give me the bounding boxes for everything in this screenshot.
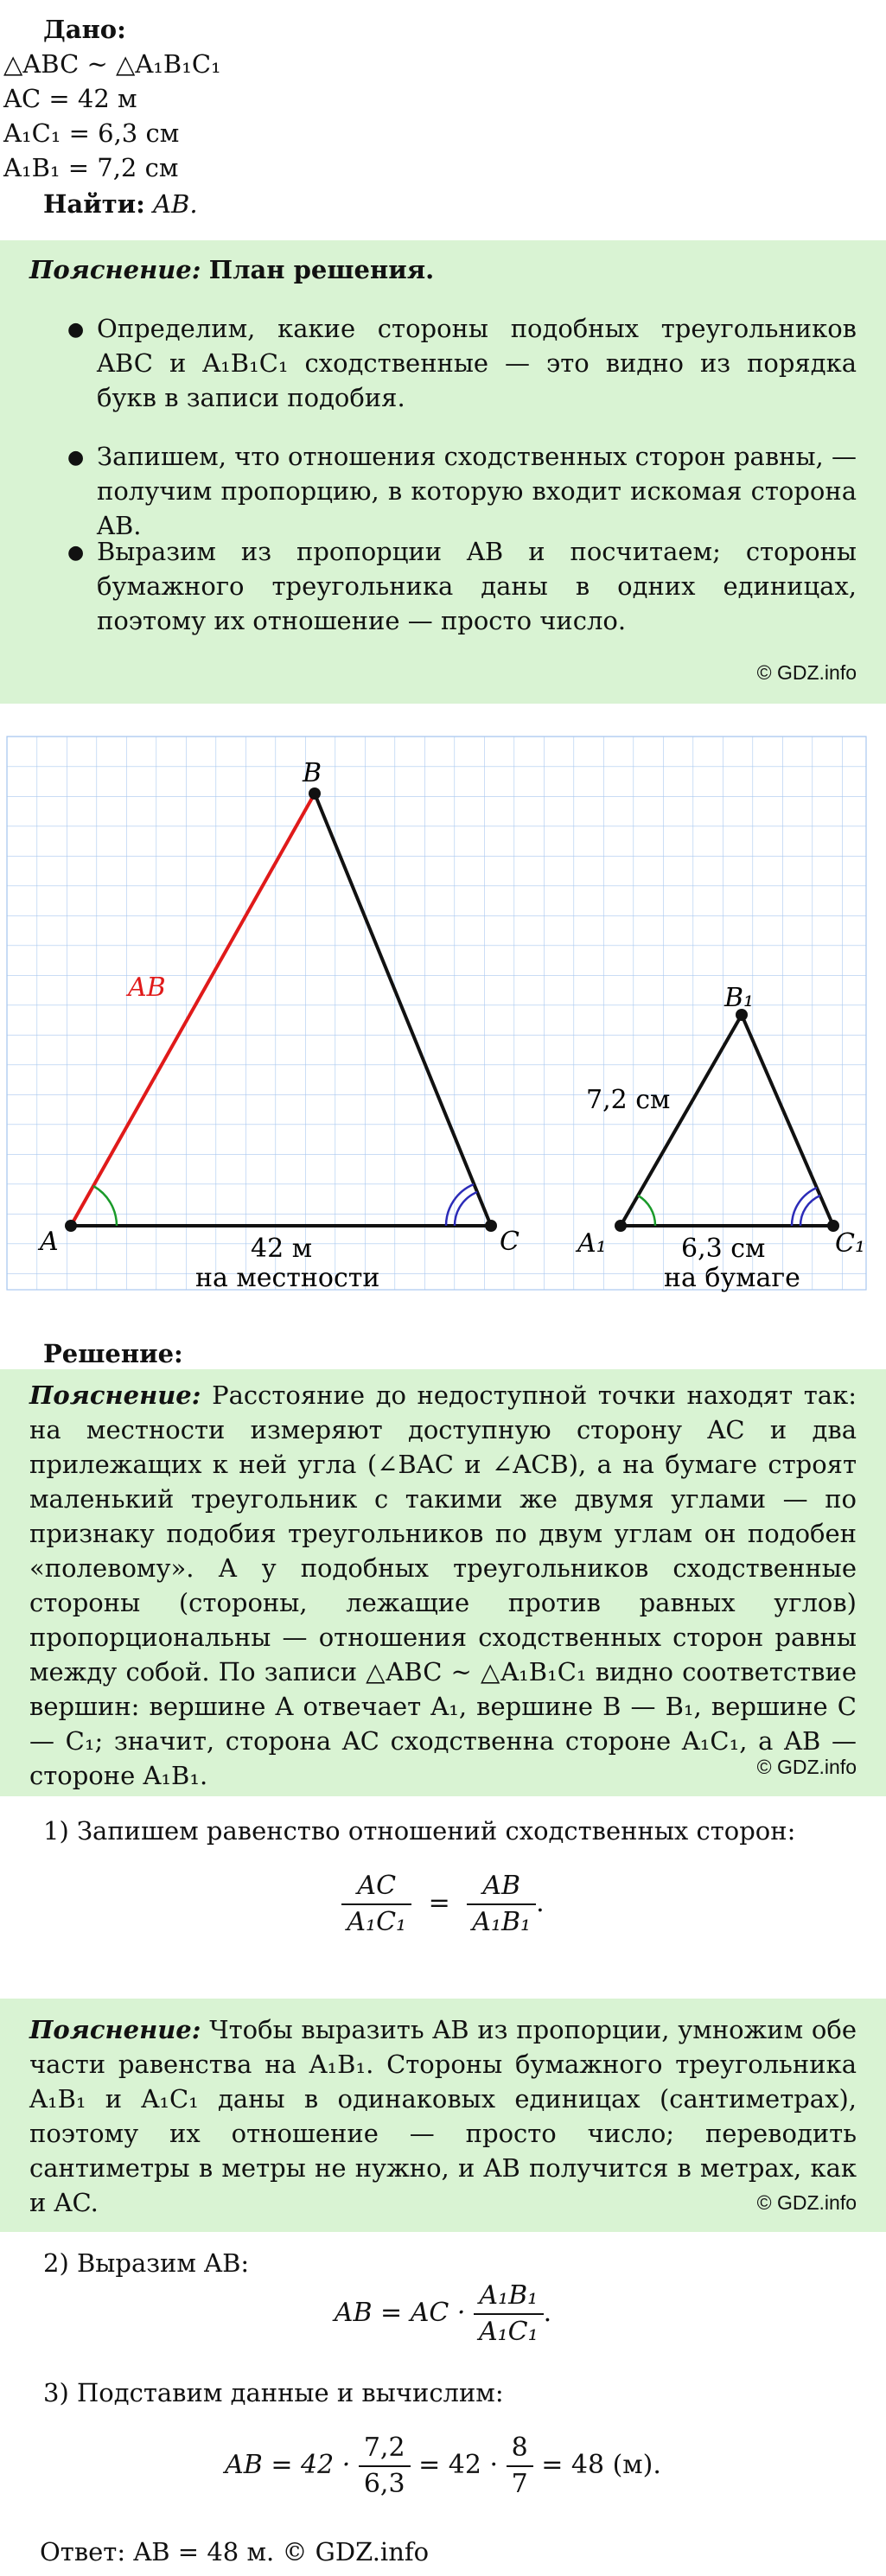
eq1-end: .	[536, 1888, 545, 1918]
plan-copyright: © GDZ.info	[756, 661, 857, 684]
step-2: 2) Выразим AB:	[43, 2248, 250, 2278]
eq3-num-1: 7,2	[363, 2433, 405, 2463]
small-label-a: A₁	[577, 1228, 607, 1259]
small-label-c: C₁	[835, 1228, 865, 1259]
step-3: 3) Подставим данные и вычислим:	[43, 2378, 504, 2407]
eq3-frac-1	[359, 2431, 411, 2502]
eq1-num-left: AC	[357, 1871, 397, 1901]
explanation-box-2	[0, 1999, 886, 2232]
plan-header	[29, 252, 434, 287]
big-side-ac-label: 42 м	[251, 1234, 313, 1264]
solution-title: Решение:	[43, 1339, 183, 1368]
explanation-2-label: Пояснение:	[29, 2015, 201, 2044]
plan-title: План решения.	[208, 255, 435, 284]
equation-3	[0, 2431, 886, 2502]
big-label-c: C	[500, 1227, 519, 1257]
eq2-num: A₁B₁	[479, 2280, 539, 2311]
eq1-den-right: A₁B₁	[467, 1903, 536, 1940]
big-caption: на местности	[195, 1263, 380, 1293]
eq3-frac-2	[507, 2431, 533, 2502]
given-line-2: AC = 42 м	[3, 84, 137, 113]
small-side-ab-label: 7,2 см	[586, 1085, 671, 1115]
figure	[0, 731, 886, 1302]
bullet-dot-3: ●	[67, 542, 85, 564]
given-line-3: A₁C₁ = 6,3 см	[3, 118, 180, 148]
big-label-b: B	[303, 758, 322, 788]
find-line	[43, 187, 198, 221]
eq3-rhs: = 48 (м).	[541, 2450, 661, 2480]
small-point-a	[615, 1220, 627, 1232]
step-1: 1) Запишем равенство отношений сходственных сторон:	[43, 1816, 796, 1846]
explanation-1-body: Расстояние до недоступной точки находят так: на местности измеряют доступную сторону AC и два прилежащих к ней угла (∠BAC и ∠ACB), а на бумаге строят маленький треугольник с такими же двумя углами — по признаку подобия треугольников по двум углам он подобен «полевому». А у подобных треугольников сходственные стороны (стороны, лежащие против равных углов) пропорциональны — отношения сходственных сторон равны между собой. По записи △ABC ~ △A₁B₁C₁ видно соответствие вершин: вершине A отвечает A₁, вершине B — B₁, вершине C — C₁; значит, сторона AC сходственна стороне A₁C₁, а AB — стороне A₁B₁.	[29, 1380, 857, 1790]
big-point-c	[485, 1220, 497, 1232]
eq2-frac	[474, 2279, 544, 2350]
eq3-den-1: 6,3	[359, 2465, 411, 2502]
explanation-1-copyright: © GDZ.info	[756, 1756, 857, 1778]
given-block	[0, 0, 886, 225]
explanation-1-text	[29, 1378, 857, 1793]
eq3-den-2: 7	[507, 2465, 533, 2502]
small-side-ac-label: 6,3 см	[681, 1234, 766, 1264]
eq3-num-2: 8	[511, 2433, 528, 2463]
plan-label: Пояснение:	[29, 255, 201, 284]
eq1-num-right: AB	[482, 1871, 521, 1901]
explanation-2-copyright: © GDZ.info	[756, 2191, 857, 2214]
equation-2	[0, 2279, 886, 2350]
eq1-den-left: A₁C₁	[341, 1903, 411, 1940]
big-point-b	[309, 787, 321, 800]
eq3-mid: = 42 ·	[418, 2450, 499, 2480]
answer: Ответ: AB = 48 м. © GDZ.info	[40, 2537, 430, 2566]
given-title: Дано:	[43, 15, 126, 44]
given-line-4: A₁B₁ = 7,2 см	[3, 153, 179, 182]
plan-bullet-2: Запишем, что отношения сходственных сторон равны, — получим пропорцию, в которую входит искомая сторона AB.	[97, 442, 857, 540]
small-label-b: B₁	[724, 983, 755, 1013]
explanation-1-label: Пояснение:	[29, 1380, 201, 1410]
big-label-a: A	[40, 1227, 59, 1257]
eq1-frac-right	[467, 1869, 536, 1940]
big-point-a	[65, 1220, 77, 1232]
plan-bullet-3: Выразим из пропорции AB и посчитаем; стороны бумажного треугольника даны в одних единицах, поэтому их отношение — просто число.	[97, 537, 857, 635]
big-side-ab-label: AB	[128, 972, 166, 1003]
eq1-op: =	[428, 1888, 450, 1918]
find-value: AB.	[153, 189, 198, 219]
plan-bullet-1: Определим, какие стороны подобных треугольников ABC и A₁B₁C₁ сходственные — это видно из порядка букв в записи подобия.	[97, 314, 857, 412]
given-line-1: △ABC ~ △A₁B₁C₁	[3, 49, 221, 79]
eq3-lhs: AB = 42 ·	[225, 2450, 351, 2480]
find-label: Найти:	[43, 189, 145, 219]
plan-box	[0, 240, 886, 704]
eq2-lhs: AB = AC ·	[334, 2298, 466, 2328]
small-caption: на бумаге	[664, 1263, 800, 1293]
explanation-2-text	[29, 2012, 857, 2220]
bullet-dot-1: ●	[67, 319, 85, 341]
triangles-figure	[0, 731, 886, 1302]
eq2-end: .	[543, 2298, 552, 2328]
explanation-2-body: Чтобы выразить AB из пропорции, умножим обе части равенства на A₁B₁. Стороны бумажного треугольника A₁B₁ и A₁C₁ даны в одинаковых единицах (сантиметрах), поэтому их отношение — просто число; переводить сантиметры в метры не нужно, и AB получится в метрах, как и AC.	[29, 2015, 857, 2217]
equation-1	[0, 1869, 886, 1940]
eq1-frac-left	[341, 1869, 411, 1940]
explanation-box-1	[0, 1369, 886, 1796]
bullet-dot-2: ●	[67, 447, 85, 469]
eq2-den: A₁C₁	[474, 2313, 544, 2350]
